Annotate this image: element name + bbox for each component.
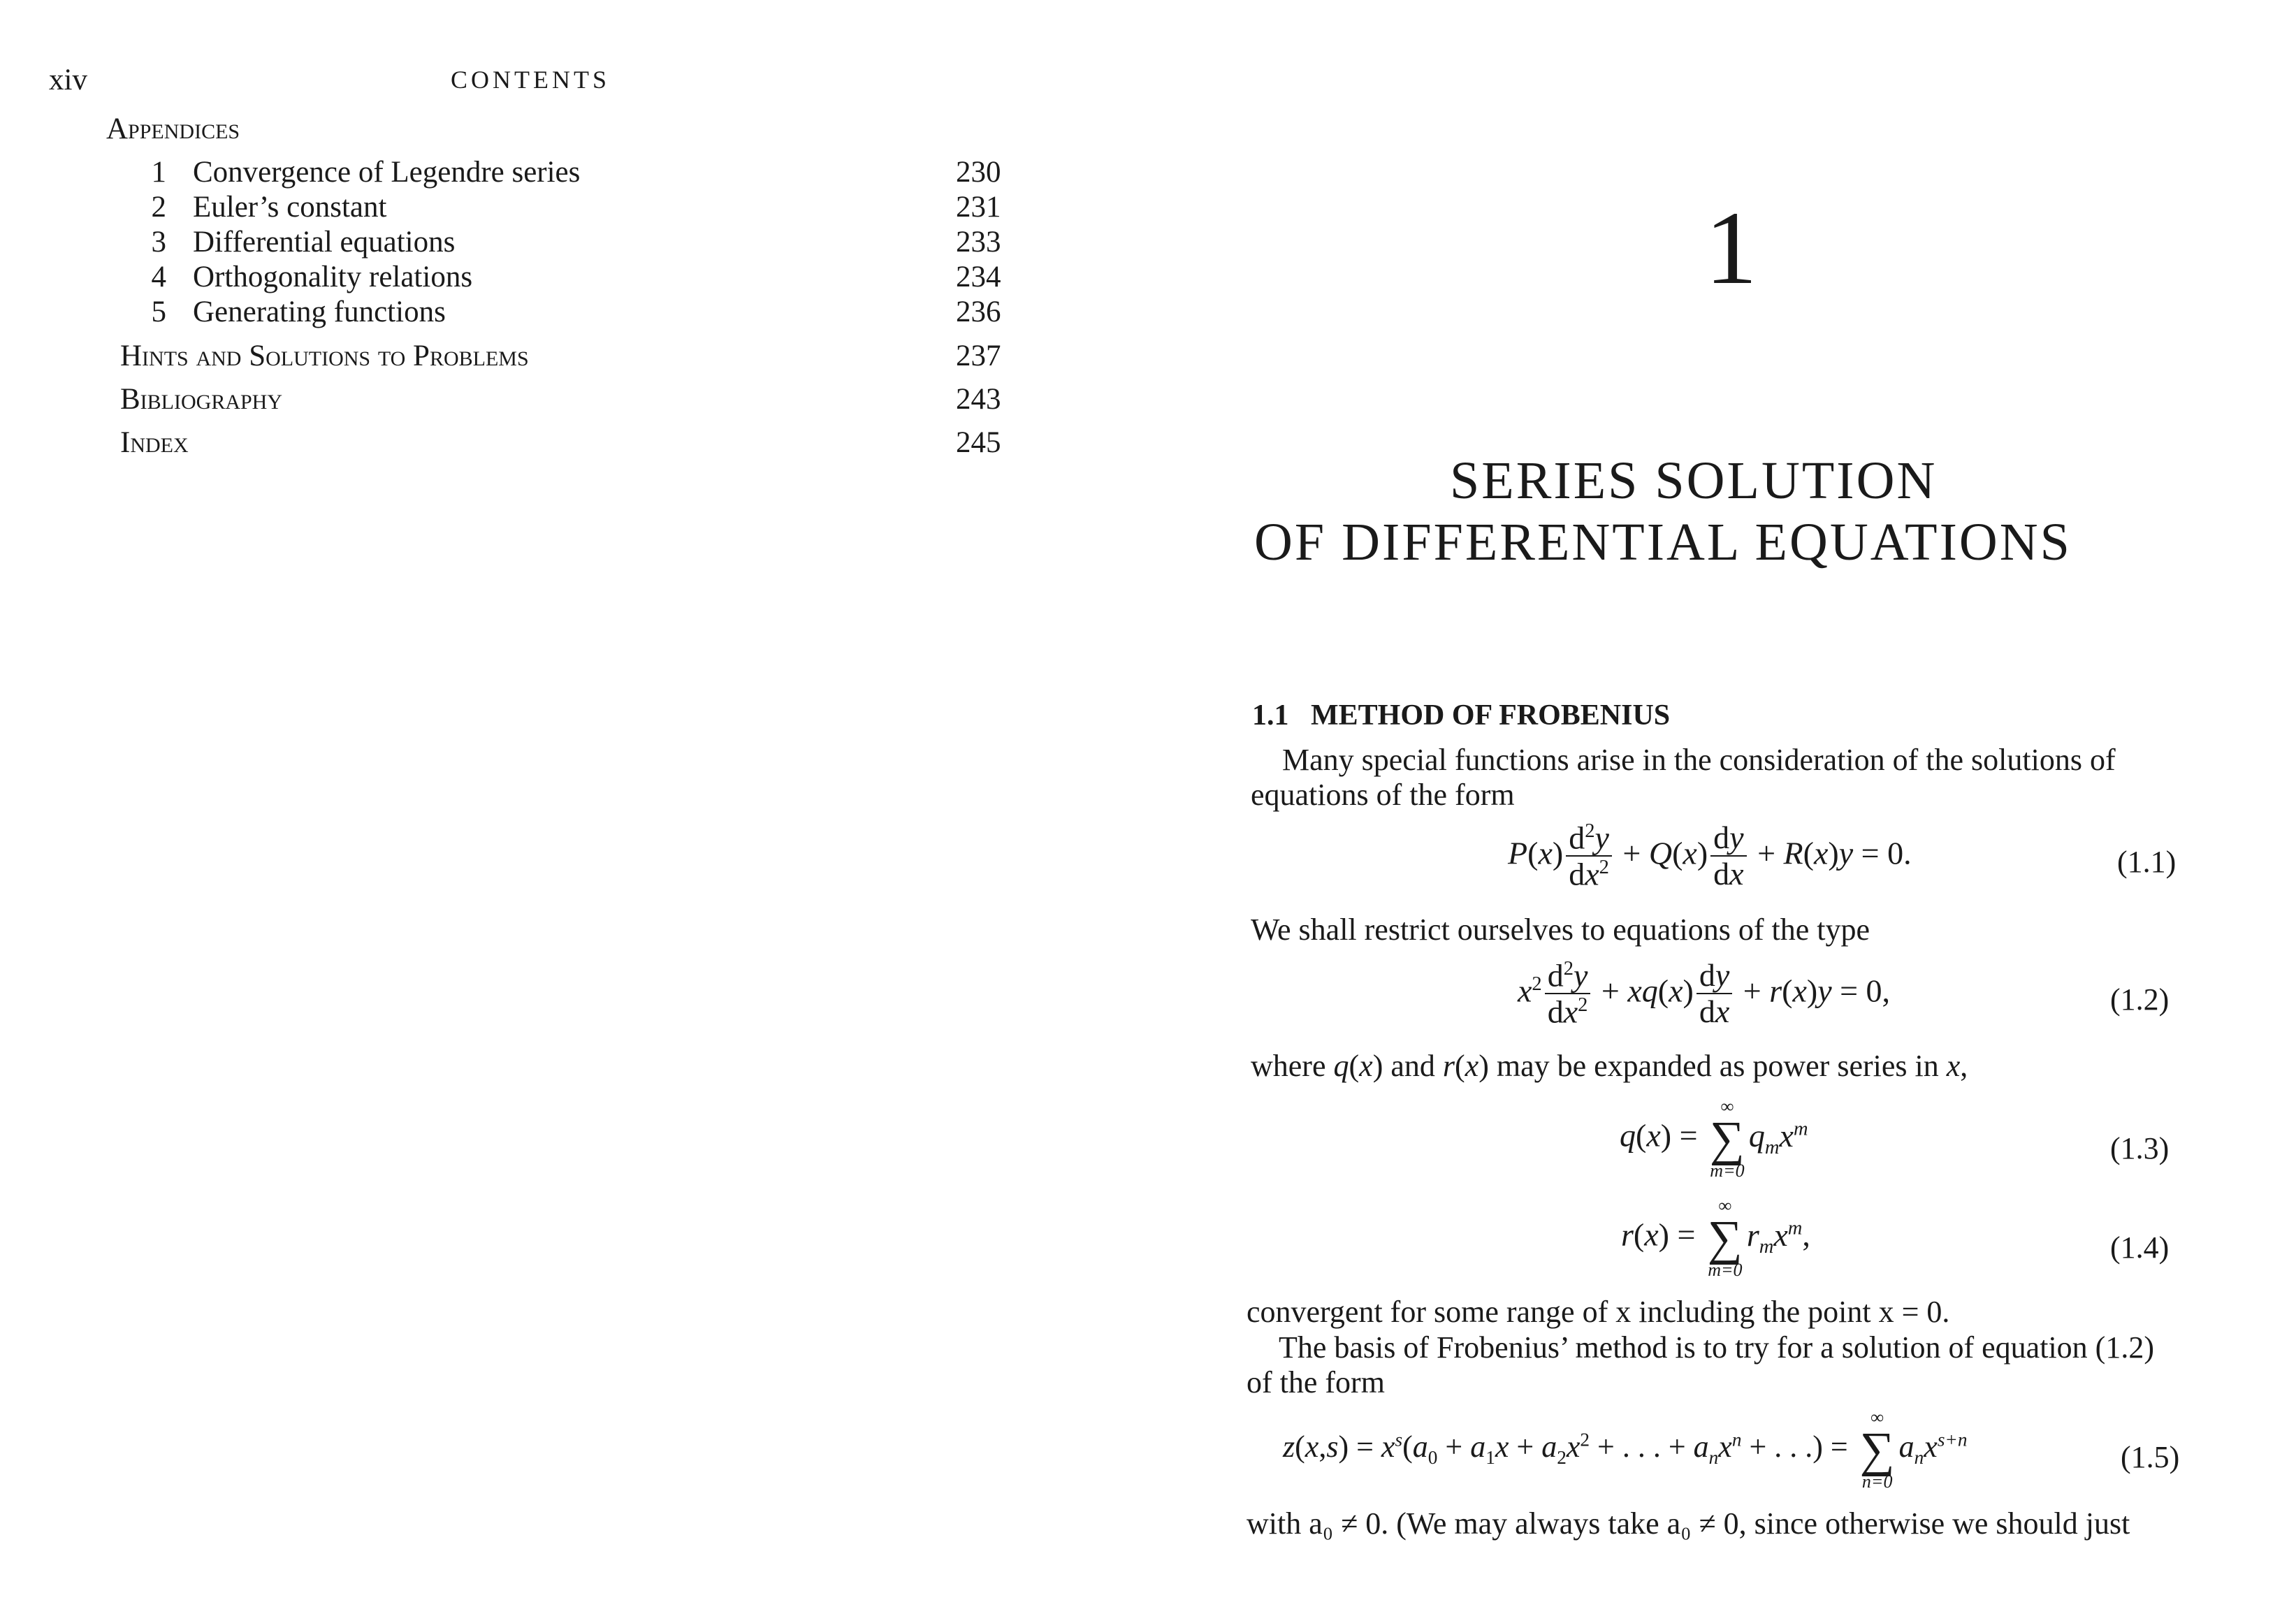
equation-number: (1.5) [2121, 1440, 2180, 1474]
appendix-page: 234 [956, 261, 1001, 293]
equation-1-2: $x^2$ $\frac{d^2y}{dx^2}$ + xq(x) $\frac{dy}{dx}$ + r(x)y = 0, [1518, 957, 1891, 1029]
back-matter-page: 243 [956, 383, 1001, 416]
appendix-number: 5 [151, 296, 166, 328]
paragraph-line: with a₀ ≠ 0. (We may always take a₀ ≠ 0, since otherwise we should just [1247, 1506, 2130, 1541]
text-power-series: may be expanded as power series in [1496, 1049, 1939, 1083]
back-matter-page: 237 [956, 340, 1001, 372]
appendix-title: Convergence of Legendre series [193, 156, 581, 189]
section-heading: 1.1 METHOD OF FROBENIUS [1252, 699, 1671, 732]
back-matter-title: Hints and Solutions to Problems [120, 340, 529, 372]
paragraph-line: The basis of Frobenius’ method is to try for a solution of equation (1.2) [1279, 1330, 2154, 1365]
back-matter-title: Bibliography [120, 383, 283, 416]
paragraph-line: We shall restrict ourselves to equations of the type [1251, 912, 1870, 947]
text-where: where [1251, 1049, 1326, 1083]
appendix-title: Euler’s constant [193, 191, 387, 224]
appendix-page: 230 [956, 156, 1001, 189]
equation-number: (1.4) [2110, 1230, 2170, 1265]
chapter-number: 1 [1705, 190, 1757, 306]
equation-1-1: P(x) $\frac{d^2y}{dx^2}$ + Q(x) $\frac{dy}{dx}$ + R(x)y = 0. [1508, 820, 1912, 892]
appendix-number: 3 [151, 226, 166, 259]
appendix-number: 1 [151, 156, 166, 189]
appendix-title: Orthogonality relations [193, 261, 473, 293]
equation-1-5: $z(x,s) = x^s(a_0 + a_1x + a_2x^2$ + . . . + $a_nx^n$ + . . .) = ∞ ∑ n=0 $a_nx^{s+n}$ [1283, 1407, 1968, 1492]
back-matter-title: Index [120, 426, 189, 459]
paragraph-line: equations of the form [1251, 778, 1515, 812]
appendix-title: Differential equations [193, 226, 456, 259]
back-matter-page: 245 [956, 426, 1001, 459]
equation-1-4: r(x) = ∞ ∑ m=0 $r_mx^m$, [1621, 1195, 1810, 1280]
chapter-title-line1: SERIES SOLUTION [1450, 451, 1938, 510]
paragraph-line: of the form [1247, 1365, 1385, 1399]
equation-1-3: q(x) = ∞ ∑ m=0 $q_mx^m$ [1620, 1096, 1808, 1181]
appendices-heading: Appendices [106, 112, 240, 145]
running-head: CONTENTS [451, 66, 610, 94]
appendix-number: 4 [151, 261, 166, 293]
appendix-title: Generating functions [193, 296, 446, 328]
paragraph-line: where q(x) and r(x) may be expanded as power series in x, [1251, 1049, 1968, 1083]
appendix-page: 236 [956, 296, 1001, 328]
equation-number: (1.3) [2110, 1131, 2170, 1165]
equation-number: (1.2) [2110, 982, 2170, 1017]
appendix-page: 231 [956, 191, 1001, 224]
text-and: and [1390, 1049, 1435, 1083]
paragraph-line: convergent for some range of x including the point x = 0. [1247, 1295, 1950, 1329]
appendix-number: 2 [151, 191, 166, 224]
paragraph-line: Many special functions arise in the consideration of the solutions of [1282, 743, 2116, 777]
chapter-title-line2: OF DIFFERENTIAL EQUATIONS [1254, 513, 2072, 572]
equation-number: (1.1) [2117, 845, 2177, 879]
appendix-page: 233 [956, 226, 1001, 259]
folio: xiv [49, 64, 87, 96]
